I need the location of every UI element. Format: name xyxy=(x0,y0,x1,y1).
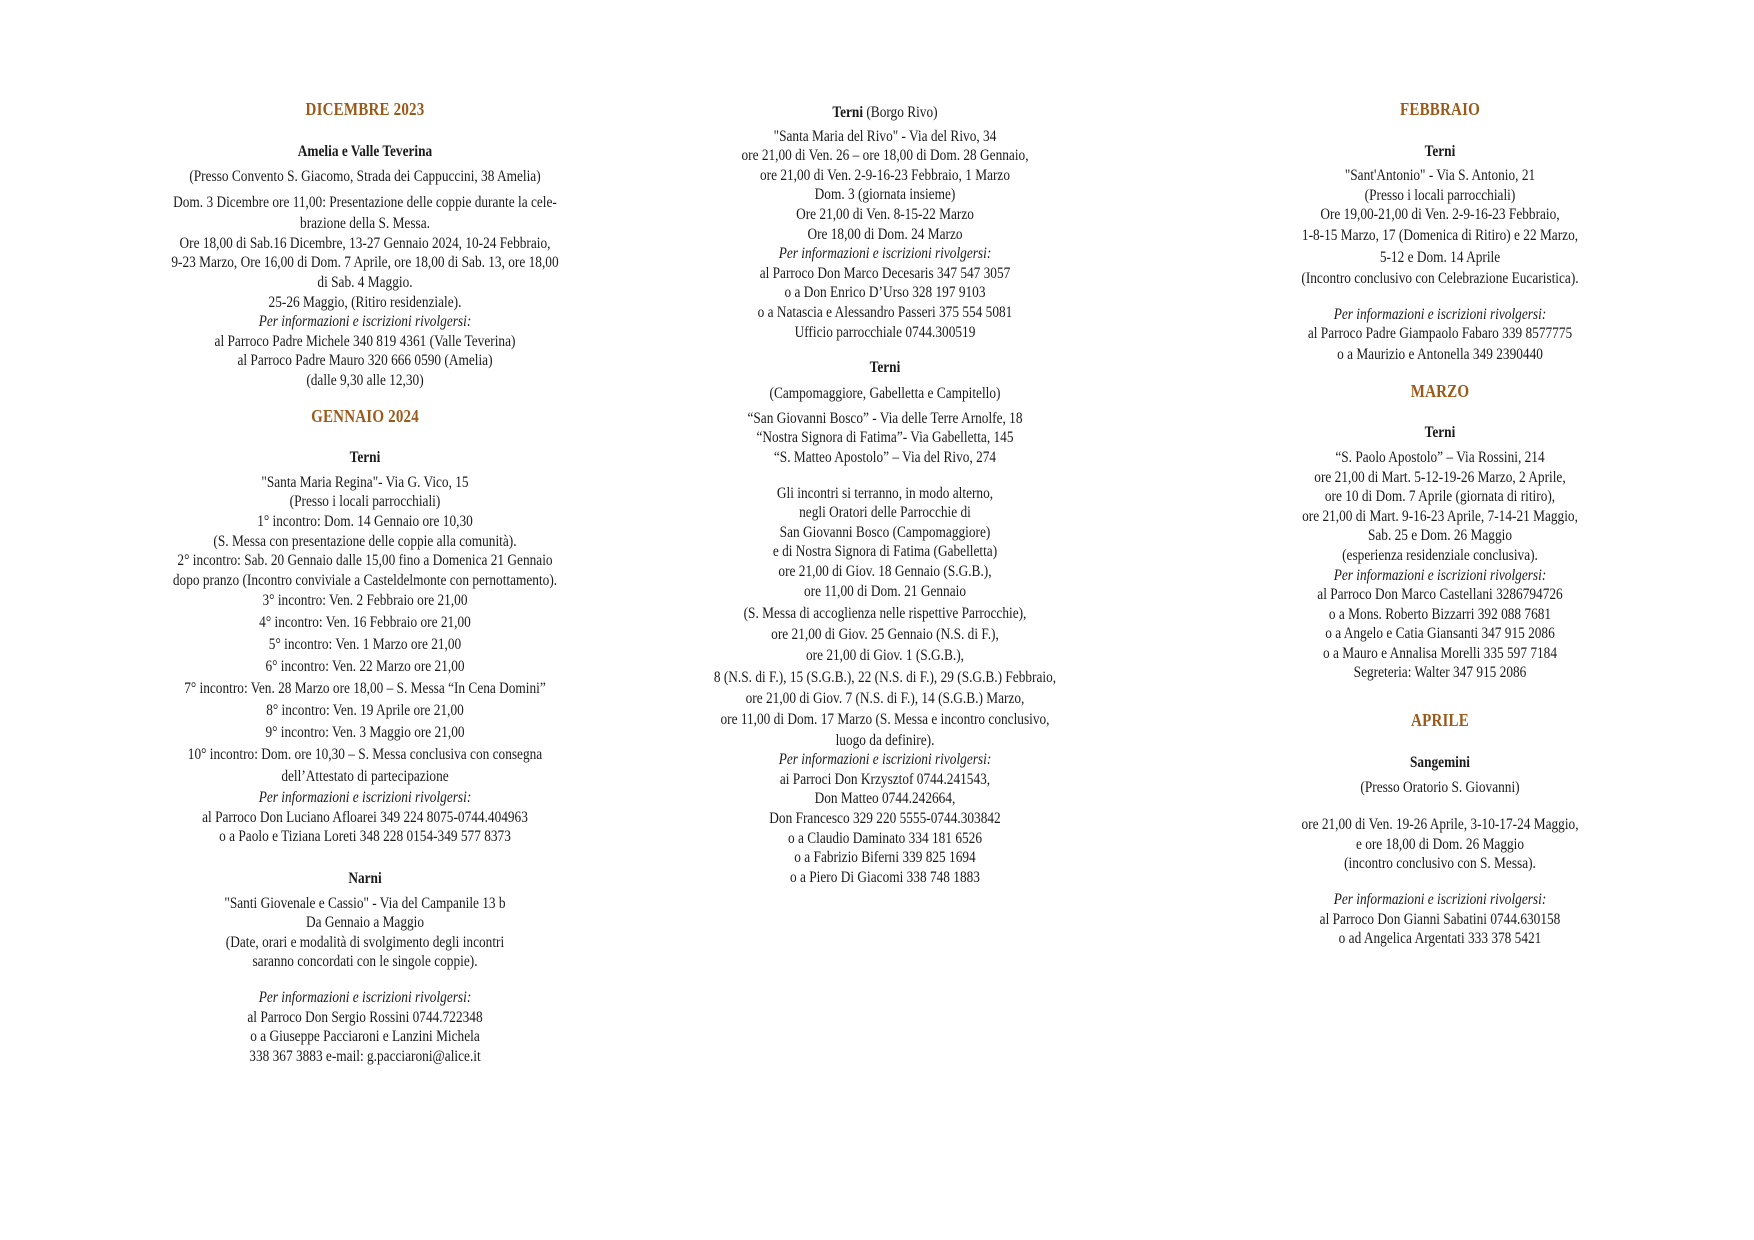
contact-line: o a Natascia e Alessandro Passeri 375 554 5081 xyxy=(757,303,1013,321)
mar-line: ore 21,00 di Mart. 9-16-23 Aprile, 7-14-21 Maggio, xyxy=(1302,507,1578,525)
meeting-line: 4° incontro: Ven. 16 Febbraio ore 21,00 xyxy=(259,614,471,632)
info-label: Per informazioni e iscrizioni rivolgersi: xyxy=(1333,891,1547,909)
meeting-line: 10° incontro: Dom. ore 10,30 – S. Messa conclusiva con consegna xyxy=(187,746,543,764)
column-left xyxy=(90,100,640,1066)
meeting-line: 7° incontro: Ven. 28 Marzo ore 18,00 – S. Messa “In Cena Domini” xyxy=(184,680,546,698)
meeting-line: 6° incontro: Ven. 22 Marzo ore 21,00 xyxy=(265,658,465,676)
mar-line: Sab. 25 e Dom. 26 Maggio xyxy=(1367,527,1513,545)
contact-line: al Parroco Don Luciano Afloarei 349 224 8075-0744.404963 xyxy=(202,808,528,826)
campo-line: ore 21,00 di Giov. 7 (N.S. di F.), 14 (S.G.B.) Marzo, xyxy=(745,690,1025,708)
month-title-febbraio: FEBBRAIO xyxy=(1399,99,1480,119)
amelia-line: 25-26 Maggio, (Ritiro residenziale). xyxy=(268,293,462,311)
contact-line: al Parroco Padre Giampaolo Fabaro 339 8577775 xyxy=(1307,325,1573,343)
column-right xyxy=(1165,100,1715,949)
narni-line: saranno concordati con le singole coppie). xyxy=(252,953,478,971)
meeting-line: 9° incontro: Ven. 3 Maggio ore 21,00 xyxy=(265,724,465,742)
mar-line: (esperienza residenziale conclusiva). xyxy=(1342,546,1538,564)
contact-line: o a Don Enrico D’Urso 328 197 9103 xyxy=(784,284,986,302)
contact-line: o a Angelo e Catia Giansanti 347 915 2086 xyxy=(1325,625,1555,643)
contact-line: Segreteria: Walter 347 915 2086 xyxy=(1353,664,1527,682)
terni-line: (S. Messa con presentazione delle coppie alla comunità). xyxy=(213,532,517,550)
terni-line: "Santa Maria Regina"- Via G. Vico, 15 xyxy=(261,473,469,491)
contact-line: o ad Angelica Argentati 333 378 5421 xyxy=(1338,930,1542,948)
info-label: Per informazioni e iscrizioni rivolgersi: xyxy=(258,989,472,1007)
amelia-line: di Sab. 4 Maggio. xyxy=(317,273,413,291)
campo-line: ore 11,00 di Dom. 17 Marzo (S. Messa e incontro conclusivo, xyxy=(720,710,1050,728)
narni-line: (Date, orari e modalità di svolgimento degli incontri xyxy=(225,933,505,951)
place-amelia: Amelia e Valle Teverina xyxy=(297,142,433,160)
apr-subtitle: (Presso Oratorio S. Giovanni) xyxy=(1360,779,1520,797)
contact-line: o a Piero Di Giacomi 338 748 1883 xyxy=(790,868,980,886)
campo-line: negli Oratori delle Parrocchie di xyxy=(799,504,971,522)
campo-line: luogo da definire). xyxy=(835,731,935,749)
meeting-line: 8° incontro: Ven. 19 Aprile ore 21,00 xyxy=(266,702,464,720)
campo-line: Gli incontri si terranno, in modo alterno, xyxy=(776,484,994,502)
month-title-dicembre: DICEMBRE 2023 xyxy=(305,99,425,119)
feb-line: Ore 19,00-21,00 di Ven. 2-9-16-23 Febbraio, xyxy=(1320,206,1560,224)
terni-line: 1° incontro: Dom. 14 Gennaio ore 10,30 xyxy=(257,512,473,530)
campo-line: ore 21,00 di Giov. 1 (S.G.B.), xyxy=(806,647,964,665)
feb-line: 5-12 e Dom. 14 Aprile xyxy=(1379,248,1501,266)
church-line: “S. Matteo Apostolo” – Via del Rivo, 274 xyxy=(773,448,997,466)
campo-line: ore 21,00 di Giov. 25 Gennaio (N.S. di F.), xyxy=(771,626,999,644)
terni-line: (Presso i locali parrocchiali) xyxy=(289,493,441,511)
mar-line: ore 10 di Dom. 7 Aprile (giornata di ritiro), xyxy=(1324,488,1556,506)
info-label: Per informazioni e iscrizioni rivolgersi: xyxy=(778,751,992,769)
contact-line: o a Mons. Roberto Bizzarri 392 088 7681 xyxy=(1328,605,1552,623)
contact-line: al Parroco Don Gianni Sabatini 0744.630158 xyxy=(1319,910,1561,928)
borgo-line: Dom. 3 (giornata insieme) xyxy=(814,186,956,204)
apr-line: e ore 18,00 di Dom. 26 Maggio xyxy=(1355,835,1525,853)
borgo-line: "Santa Maria del Rivo" - Via del Rivo, 34 xyxy=(773,127,997,145)
campo-line: 8 (N.S. di F.), 15 (S.G.B.), 22 (N.S. di F.), 29 (S.G.B.) Febbraio, xyxy=(713,669,1057,687)
amelia-line: Dom. 3 Dicembre ore 11,00: Presentazione delle coppie durante la cele- xyxy=(173,194,557,212)
borgo-line: Ore 18,00 di Dom. 24 Marzo xyxy=(807,225,963,243)
place-terni: Terni xyxy=(349,449,381,467)
place-terni: Terni xyxy=(1424,424,1456,442)
month-title-gennaio: GENNAIO 2024 xyxy=(311,405,419,426)
contact-line: o a Claudio Daminato 334 181 6526 xyxy=(787,829,983,847)
contact-line: o a Paolo e Tiziana Loreti 348 228 0154-349 577 8373 xyxy=(219,828,511,846)
meeting-line: dell’Attestato di partecipazione xyxy=(281,768,449,786)
place-terni-campomaggiore: Terni xyxy=(869,359,901,377)
month-title-marzo: MARZO xyxy=(1410,380,1470,401)
borgo-line: ore 21,00 di Ven. 2-9-16-23 Febbraio, 1 Marzo xyxy=(759,166,1011,184)
info-label: Per informazioni e iscrizioni rivolgersi: xyxy=(1333,305,1547,323)
borgo-line: ore 21,00 di Ven. 26 – ore 18,00 di Dom. 28 Gennaio, xyxy=(741,147,1029,165)
contact-line: ai Parroci Don Krzysztof 0744.241543, xyxy=(779,770,991,788)
meeting-line: 5° incontro: Ven. 1 Marzo ore 21,00 xyxy=(268,636,462,654)
church-line: “Nostra Signora di Fatima”- Via Gabelletta, 145 xyxy=(756,429,1014,447)
contact-line: o a Fabrizio Biferni 339 825 1694 xyxy=(794,849,976,867)
info-label: Per informazioni e iscrizioni rivolgersi: xyxy=(258,789,472,807)
place-terni-borgo-rivo xyxy=(610,103,1160,123)
mar-line: ore 21,00 di Mart. 5-12-19-26 Marzo, 2 Aprile, xyxy=(1314,468,1566,486)
narni-line: Da Gennaio a Maggio xyxy=(305,914,425,932)
contact-line: (dalle 9,30 alle 12,30) xyxy=(306,371,424,389)
contact-line: Don Francesco 329 220 5555-0744.303842 xyxy=(769,810,1001,828)
amelia-line: 9-23 Marzo, Ore 16,00 di Dom. 7 Aprile, ore 18,00 di Sab. 13, ore 18,00 xyxy=(171,254,559,272)
church-line: “San Giovanni Bosco” - Via delle Terre Arnolfe, 18 xyxy=(747,409,1023,427)
contact-line: o a Maurizio e Antonella 349 2390440 xyxy=(1337,345,1543,363)
campo-line: e di Nostra Signora di Fatima (Gabelletta) xyxy=(772,543,998,561)
apr-line: (incontro conclusivo con S. Messa). xyxy=(1344,855,1536,873)
contact-line: o a Mauro e Annalisa Morelli 335 597 7184 xyxy=(1322,644,1557,662)
info-label: Per informazioni e iscrizioni rivolgersi: xyxy=(778,245,992,263)
place-terni: Terni xyxy=(1424,142,1456,160)
amelia-address: (Presso Convento S. Giacomo, Strada dei Cappuccini, 38 Amelia) xyxy=(189,168,541,186)
place-suffix: (Borgo Rivo) xyxy=(863,104,938,121)
info-label: Per informazioni e iscrizioni rivolgersi: xyxy=(1333,566,1547,584)
contact-line: 338 367 3883 e-mail: g.pacciaroni@alice.it xyxy=(249,1047,481,1065)
contact-line: Don Matteo 0744.242664, xyxy=(814,790,956,808)
contact-line: al Parroco Don Marco Decesaris 347 547 3057 xyxy=(759,264,1011,282)
terni-line: 2° incontro: Sab. 20 Gennaio dalle 15,00 fino a Domenica 21 Gennaio xyxy=(177,552,553,570)
feb-line: 1-8-15 Marzo, 17 (Domenica di Ritiro) e 22 Marzo, xyxy=(1301,226,1579,244)
borgo-line: Ore 21,00 di Ven. 8-15-22 Marzo xyxy=(796,205,974,223)
info-label: Per informazioni e iscrizioni rivolgersi: xyxy=(258,313,472,331)
contact-line: al Parroco Don Marco Castellani 3286794726 xyxy=(1317,586,1563,604)
contact-line: al Parroco Padre Mauro 320 666 0590 (Amelia) xyxy=(237,352,493,370)
contact-line: al Parroco Don Sergio Rossini 0744.722348 xyxy=(247,1008,483,1026)
amelia-line: brazione della S. Messa. xyxy=(300,215,430,233)
place-sangemini: Sangemini xyxy=(1409,753,1470,771)
place-narni: Narni xyxy=(348,870,382,888)
column-center xyxy=(610,103,1160,887)
feb-line: (Presso i locali parrocchiali) xyxy=(1364,186,1516,204)
amelia-line: Ore 18,00 di Sab.16 Dicembre, 13-27 Gennaio 2024, 10-24 Febbraio, xyxy=(179,234,551,252)
month-title-aprile: APRILE xyxy=(1411,710,1469,731)
place-name: Terni xyxy=(832,104,864,121)
contact-line: al Parroco Padre Michele 340 819 4361 (Valle Teverina) xyxy=(214,332,516,350)
feb-line: "Sant'Antonio" - Via S. Antonio, 21 xyxy=(1344,167,1536,185)
campo-subtitle: (Campomaggiore, Gabelletta e Campitello) xyxy=(769,384,1001,402)
contact-line: Ufficio parrocchiale 0744.300519 xyxy=(794,323,976,341)
meeting-line: 3° incontro: Ven. 2 Febbraio ore 21,00 xyxy=(262,592,468,610)
campo-line: San Giovanni Bosco (Campomaggiore) xyxy=(779,523,991,541)
campo-line: (S. Messa di accoglienza nelle rispettive Parrocchie), xyxy=(743,605,1027,623)
campo-line: ore 21,00 di Giov. 18 Gennaio (S.G.B.), xyxy=(778,562,992,580)
terni-line: dopo pranzo (Incontro conviviale a Casteldelmonte con pernottamento). xyxy=(172,571,558,589)
campo-line: ore 11,00 di Dom. 21 Gennaio xyxy=(803,583,967,601)
apr-line: ore 21,00 di Ven. 19-26 Aprile, 3-10-17-24 Maggio, xyxy=(1301,816,1579,834)
narni-line: "Santi Giovenale e Cassio" - Via del Campanile 13 b xyxy=(224,894,506,912)
contact-line: o a Giuseppe Pacciaroni e Lanzini Michela xyxy=(250,1028,480,1046)
mar-line: “S. Paolo Apostolo” – Via Rossini, 214 xyxy=(1335,448,1545,466)
feb-line: (Incontro conclusivo con Celebrazione Eucaristica). xyxy=(1301,269,1579,287)
